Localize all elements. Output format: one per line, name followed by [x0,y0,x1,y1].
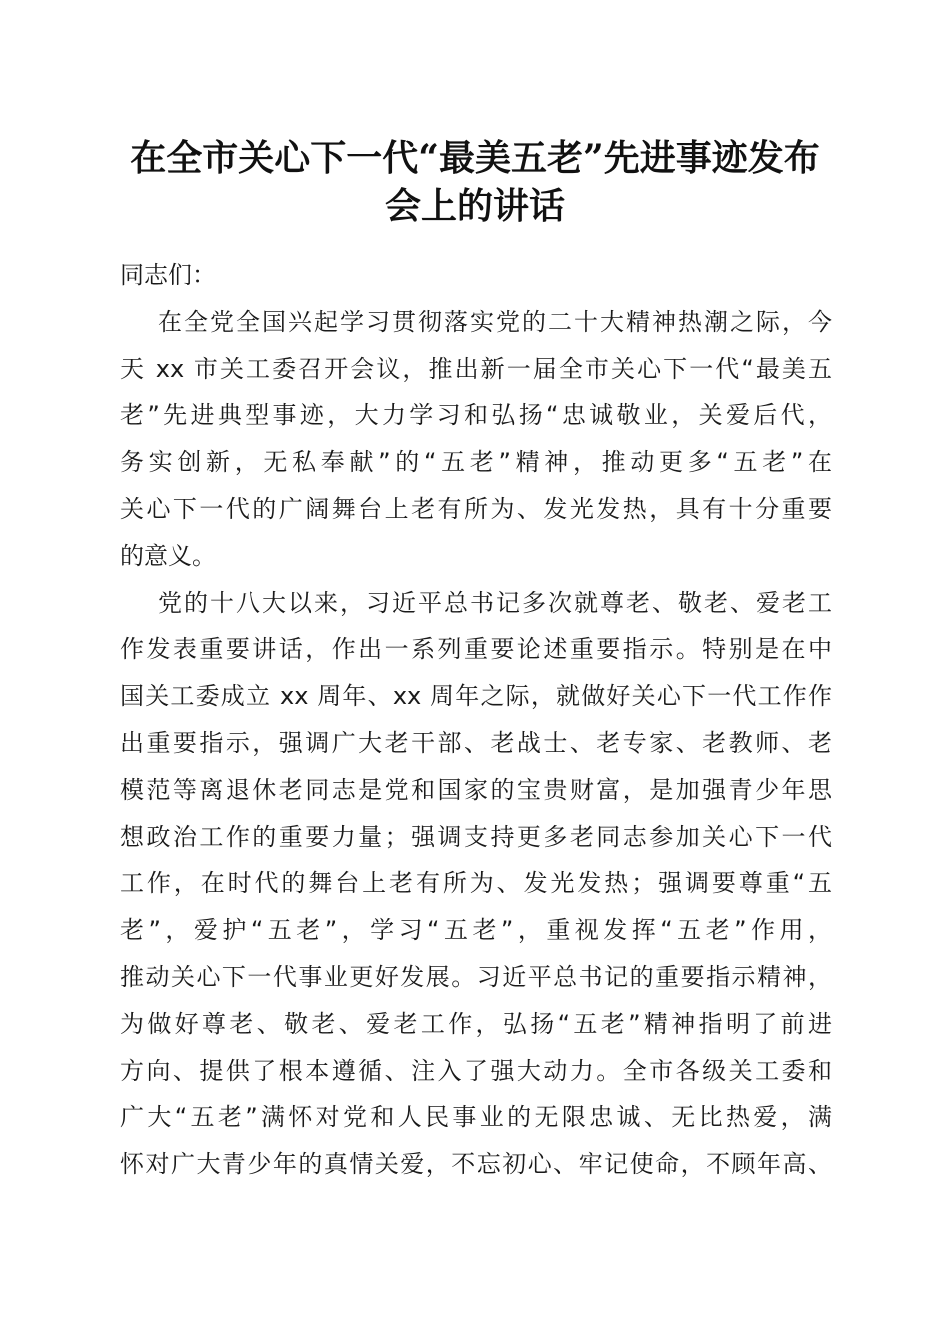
paragraph-line: 出重要指示，强调广大老干部、老战士、老专家、老教师、老 [120,728,832,757]
paragraph-line: 的意义。 [120,541,216,570]
paragraph-line: 老”，爱护“五老”，学习“五老”，重视发挥“五老”作用， [120,916,832,945]
paragraph-2 [120,580,832,1188]
paragraph-line: 务实创新，无私奉献”的“五老”精神，推动更多“五老”在 [120,448,832,477]
paragraph-line: 在全党全国兴起学习贯彻落实党的二十大精神热潮之际，今 [158,307,832,336]
paragraph-line: 工作，在时代的舞台上老有所为、发光发热；强调要尊重“五 [120,869,832,898]
title-line-2: 会上的讲话 [384,185,565,227]
document-title [100,134,850,230]
paragraph-line: 模范等离退休老同志是党和国家的宝贵财富，是加强青少年思 [120,775,832,804]
paragraph-line: 想政治工作的重要力量；强调支持更多老同志参加关心下一代 [120,822,832,851]
paragraph-line: 方向、提供了根本遵循、注入了强大动力。全市各级关工委和 [120,1056,832,1085]
paragraph-1 [120,299,832,580]
paragraph-line: 作发表重要讲话，作出一系列重要论述重要指示。特别是在中 [120,635,832,664]
document-body [120,252,832,1188]
paragraph-line: 老”先进典型事迹，大力学习和弘扬“忠诚敬业，关爱后代， [120,401,832,430]
paragraph-line: 为做好尊老、敬老、爱老工作，弘扬“五老”精神指明了前进 [120,1009,832,1038]
paragraph-line: 国关工委成立 xx 周年、xx 周年之际，就做好关心下一代工作作 [120,682,832,711]
salutation: 同志们： [120,261,216,289]
paragraph-line: 推动关心下一代事业更好发展。习近平总书记的重要指示精神， [120,962,832,991]
paragraph-line: 怀对广大青少年的真情关爱，不忘初心、牢记使命，不顾年高、 [120,1150,832,1179]
paragraph-line: 关心下一代的广阔舞台上老有所为、发光发热，具有十分重要 [120,494,832,523]
title-line-1: 在全市关心下一代“最美五老”先进事迹发布 [130,137,820,179]
paragraph-line: 党的十八大以来，习近平总书记多次就尊老、敬老、爱老工 [158,588,832,617]
paragraph-line: 广大“五老”满怀对党和人民事业的无限忠诚、无比热爱，满 [120,1103,832,1132]
paragraph-line: 天 xx 市关工委召开会议，推出新一届全市关心下一代“最美五 [120,354,832,383]
